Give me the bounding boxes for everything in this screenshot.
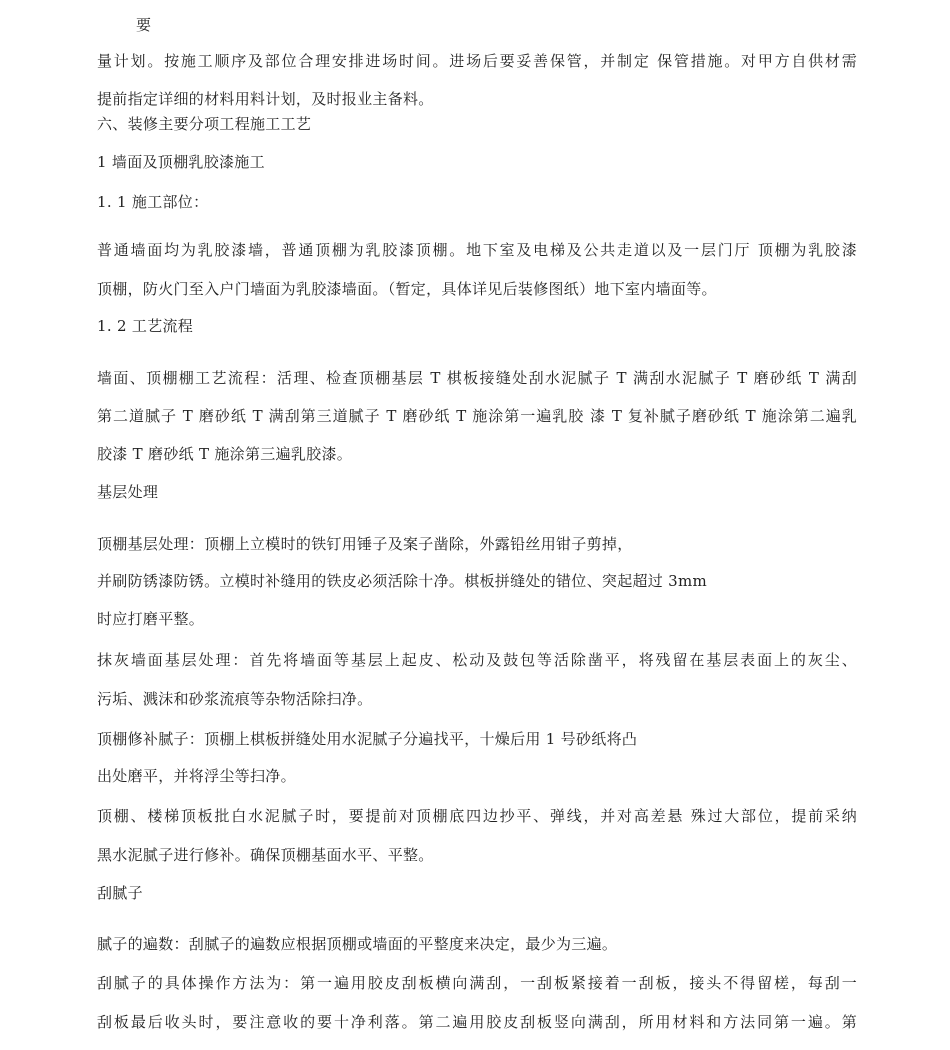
text-line: 污垢、溅沫和砂浆流痕等杂物活除扫净。 [97, 690, 373, 708]
subsection-heading: 基层处理 [97, 483, 159, 501]
text-line: 出处磨平，并将浮尘等扫净。 [97, 767, 296, 785]
text-line: 刮板最后收头时，要注意收的要十净利落。第二遍用胶皮刮板竖向满刮，所用材料和方法同第一遍。第 [97, 1013, 857, 1031]
text-line: 第二道腻子 T 磨砂纸 T 满刮第三道腻子 T 磨砂纸 T 施涂第一遍乳胶 漆 T 复补腻子磨砂纸 T 施涂第二遍乳 [97, 407, 857, 425]
text-line: 提前指定详细的材料用料计划，及时报业主备料。 [97, 90, 434, 108]
text-line: 刮腻子的具体操作方法为：第一遍用胶皮刮板横向满刮，一刮板紧接着一刮板，接头不得留槎，每刮一 [97, 974, 857, 992]
subsection-heading: 刮腻子 [97, 884, 143, 902]
text-line: 黑水泥腻子进行修补。确保顶棚基面水平、平整。 [97, 846, 434, 864]
text-line: 墙面、顶棚棚工艺流程：活理、检查顶棚基层 T 棋板接缝处刮水泥腻子 T 满刮水泥腻子 T 磨砂纸 T 满刮 [97, 369, 857, 387]
text-line: 腻子的遍数：刮腻子的遍数应根据顶棚或墙面的平整度来决定，最少为三遍。 [97, 935, 618, 953]
text-line: 抹灰墙面基层处理：首先将墙面等基层上起皮、松动及鼓包等活除凿平，将残留在基层表面上的灰尘、 [97, 651, 857, 669]
text-line: 顶棚基层处理：顶棚上立模时的铁钉用锤子及案子凿除，外露铅丝用钳子剪掉， [97, 535, 633, 553]
text-line: 胶漆 T 磨砂纸 T 施涂第三遍乳胶漆。 [97, 445, 353, 463]
text-line: 时应打磨平整。 [97, 610, 205, 628]
subsection-heading: 1 墙面及顶棚乳胶漆施工 [97, 153, 265, 171]
text-line: 并刷防锈漆防锈。立模时补缝用的铁皮必须活除十净。棋板拼缝处的错位、突起超过 3mm [97, 572, 708, 590]
subsection-heading: 1. 1 施工部位： [97, 193, 209, 211]
text-line: 顶棚修补腻子：顶棚上棋板拼缝处用水泥腻子分遍找平，十燥后用 1 号砂纸将凸 [97, 730, 638, 748]
text-line: 顶棚、楼梯顶板批白水泥腻子时，要提前对顶棚底四边抄平、弹线，并对高差悬 殊过大部位，提前采纳 [97, 807, 857, 825]
section-heading: 六、装修主要分项工程施工工艺 [97, 115, 312, 133]
subsection-heading: 1. 2 工艺流程 [97, 317, 194, 335]
text-line: 普通墙面均为乳胶漆墙，普通顶棚为乳胶漆顶棚。地下室及电梯及公共走道以及一层门厅 顶棚为乳胶漆 [97, 241, 857, 259]
text-line: 顶棚，防火门至入户门墙面为乳胶漆墙面。（暂定，具体详见后装修图纸）地下室内墙面等。 [97, 280, 717, 298]
text-line: 量计划。按施工顺序及部位合理安排进场时间。进场后要妥善保管，并制定 保管措施。对甲方自供材需 [97, 52, 857, 70]
text-line: 要 [136, 16, 152, 34]
